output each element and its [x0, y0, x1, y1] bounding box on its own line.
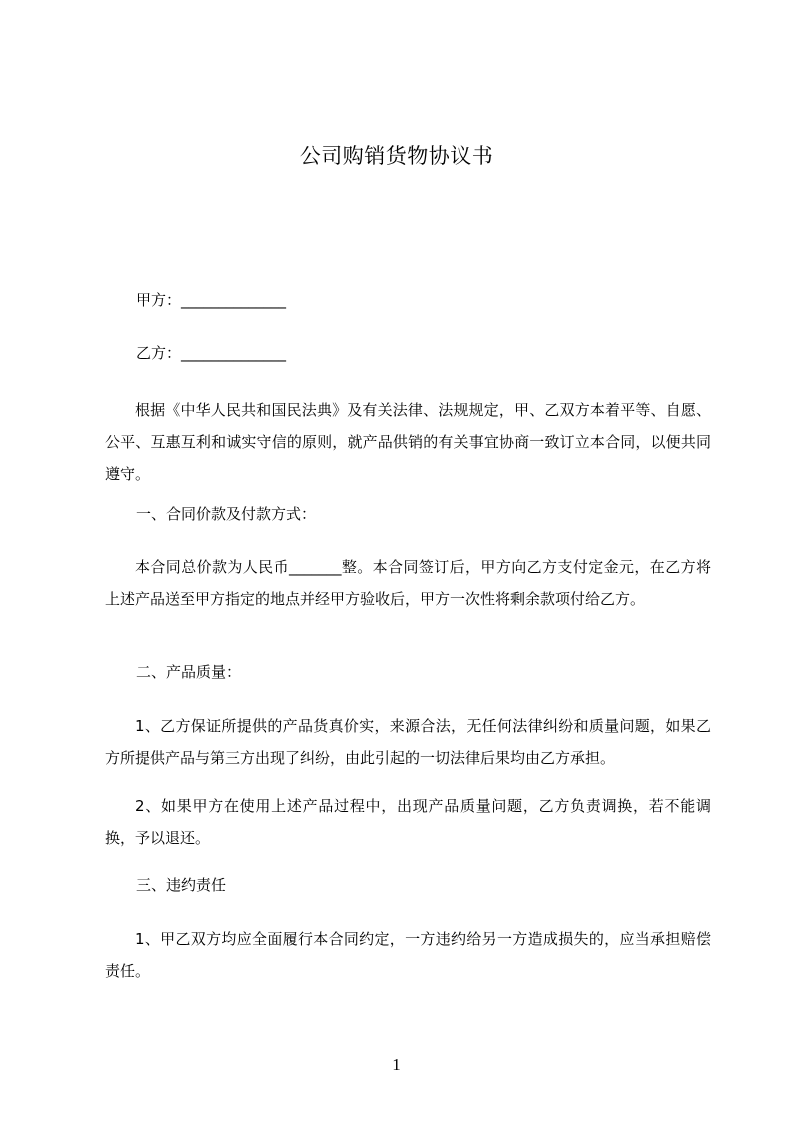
- section1-paragraph: 本合同总价款为人民币_______整。本合同签订后，甲方向乙方支付定金元，在乙方将上述产品送至甲方指定的地点并经甲方验收后，甲方一次性将剩余款项付给乙方。: [105, 558, 711, 608]
- section2-item2: 2、如果甲方在使用上述产品过程中，出现产品质量问题，乙方负责调换，若不能调换，予以退还。: [105, 797, 711, 847]
- section2-heading: 二、产品质量：: [136, 663, 242, 681]
- section2-item1: 1、乙方保证所提供的产品货真价实，来源合法，无任何法律纠纷和质量问题，如果乙方所提供产品与第三方出现了纠纷，由此引起的一切法律后果均由乙方承担。: [105, 717, 711, 767]
- party-a-line: 甲方：______________: [136, 291, 287, 309]
- page-number: 1: [392, 1055, 401, 1074]
- party-b-line: 乙方：______________: [136, 344, 287, 362]
- intro-paragraph: 根据《中华人民共和国民法典》及有关法律、法规规定，甲、乙双方本着平等、自愿、公平、互惠互利和诚实守信的原则，就产品供销的有关事宜协商一致订立本合同，以便共同遵守。: [105, 401, 711, 483]
- document-title: 公司购销货物协议书: [299, 144, 494, 168]
- section1-heading: 一、合同价款及付款方式：: [136, 505, 317, 523]
- section3-item1: 1、甲乙双方均应全面履行本合同约定，一方违约给另一方造成损失的，应当承担赔偿责任。: [105, 930, 711, 980]
- section3-heading: 三、违约责任: [136, 876, 227, 894]
